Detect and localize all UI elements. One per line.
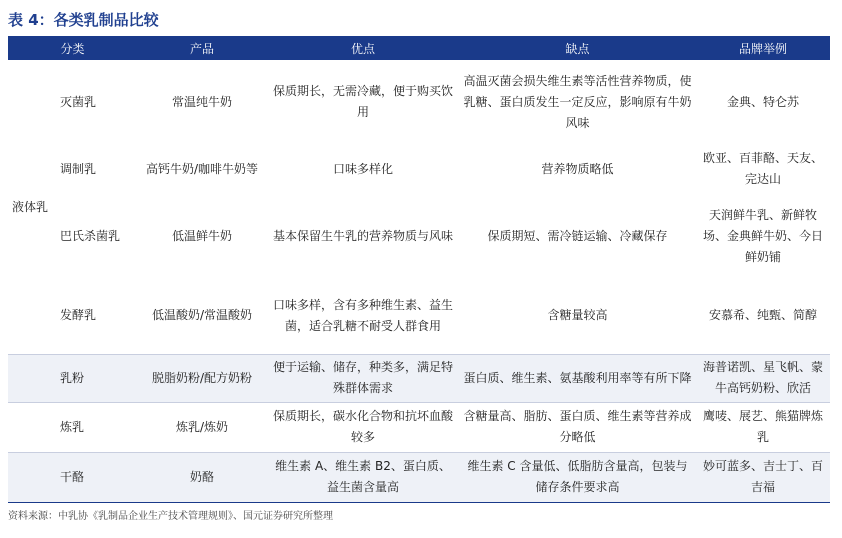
row-type: 发酵乳 [8,278,137,354]
row-brands: 金典、特仑苏 [726,94,799,109]
dairy-comparison-table [8,36,830,503]
row-pros: 基本保留生牛乳的营养物质与风味 [272,228,453,243]
row-cons: 营养物质略低 [541,161,614,176]
row-cons: 含糖量较高 [459,278,696,354]
row-cons: 蛋白质、维生素、氨基酸利用率等有所下降 [459,354,696,402]
row-type: 调制乳 [60,161,97,176]
row-product: 低温鲜牛奶 [171,228,232,243]
header-pros: 优点 [267,36,459,60]
row-brands: 海普诺凯、星飞帆、蒙牛高钙奶粉、欣活 [696,354,830,402]
row-product: 低温酸奶/常温酸奶 [137,278,267,354]
table-header-row [8,36,830,60]
header-category: 分类 [8,36,137,60]
table-row [8,278,830,354]
row-product: 奶酪 [137,452,267,502]
row-type: 灭菌乳 [60,94,97,109]
row-cons: 含糖量高、脂肪、蛋白质、维生素等营养成分略低 [459,402,696,452]
header-brands: 品牌举例 [696,36,830,60]
row-type: 干酪 [8,452,137,502]
table-row [8,402,830,452]
row-cons: 保质期短、需冷链运输、冷藏保存 [487,228,668,243]
table-row [8,452,830,502]
row-type: 乳粉 [8,354,137,402]
row-product: 高钙牛奶/咖啡牛奶等 [145,161,259,176]
row-brands: 安慕希、纯甄、简醇 [696,278,830,354]
category-liquid-milk-label: 液体乳 [12,200,49,214]
header-product: 产品 [137,36,267,60]
row-cons: 维生素 C 含量低、低脂肪含量高，包装与储存条件要求高 [459,452,696,502]
table-row [8,144,830,194]
row-pros: 便于运输、储存，种类多，满足特殊群体需求 [267,354,459,402]
table-row [8,60,830,144]
row-product: 常温纯牛奶 [171,94,232,109]
table-title: 表 4：各类乳制品比较 [8,11,159,29]
row-type: 巴氏杀菌乳 [60,228,121,243]
row-pros: 维生素 A、维生素 B2、蛋白质、益生菌含量高 [267,452,459,502]
source-note: 资料来源：中乳协《乳制品企业生产技术管理规则》、国元证券研究所整理 [8,511,333,522]
row-pros: 保质期长，碳水化合物和抗坏血酸较多 [267,402,459,452]
row-product: 炼乳/炼奶 [137,402,267,452]
row-brands: 欧亚、百菲酪、天友、完达山 [702,151,823,186]
header-cons: 缺点 [459,36,696,60]
row-pros: 口味多样，含有多种维生素、益生菌，适合乳糖不耐受人群食用 [267,278,459,354]
row-type: 炼乳 [8,402,137,452]
row-cons: 高温灭菌会损失维生素等活性营养物质，使乳糖、蛋白质发生一定反应，影响原有牛奶风味 [463,73,692,130]
table-row [8,354,830,402]
row-brands: 鹰唛、展艺、熊猫牌炼乳 [696,402,830,452]
row-pros: 保质期长，无需冷藏，便于购买饮用 [272,84,453,119]
row-brands: 天润鲜牛乳、新鲜牧场、金典鲜牛奶、今日鲜奶铺 [702,207,823,264]
row-product: 脱脂奶粉/配方奶粉 [137,354,267,402]
row-brands: 妙可蓝多、吉士丁、百吉福 [696,452,830,502]
table-row [8,194,830,278]
row-pros: 口味多样化 [332,161,393,176]
